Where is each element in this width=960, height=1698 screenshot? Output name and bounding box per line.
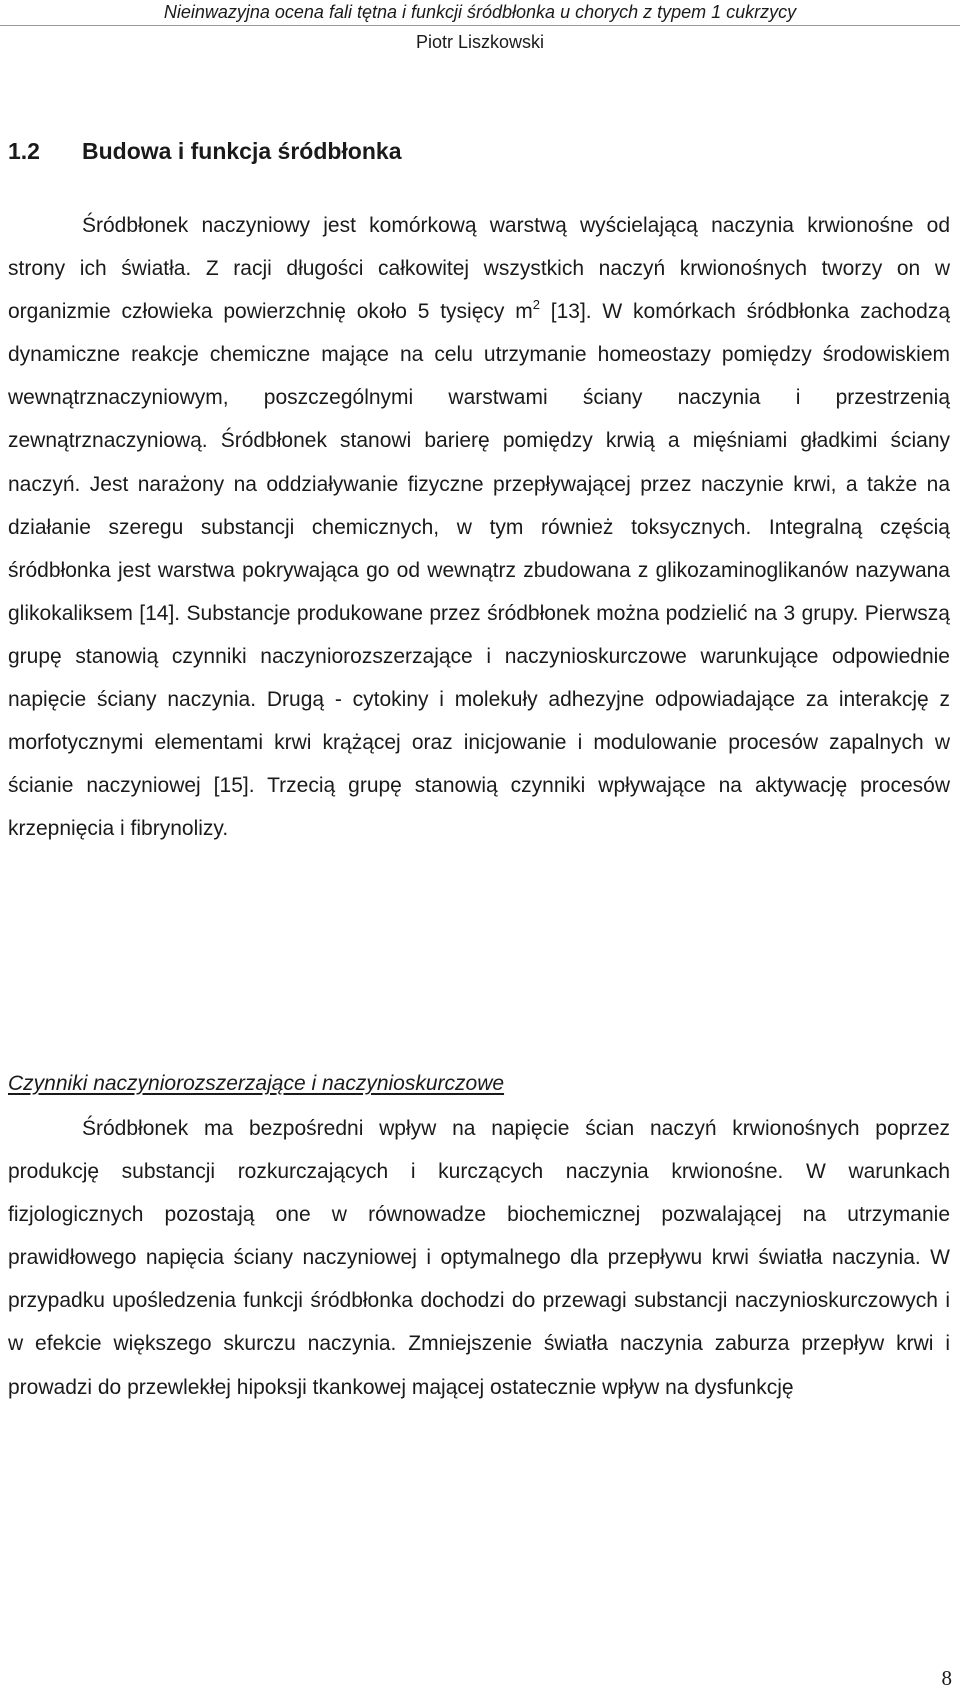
paragraph-structure-and-function [8, 204, 950, 850]
paragraph-text-part1: Śródbłonek naczyniowy jest komórkową warstwą wyścielającą naczynia krwionośne od strony ich światła. Z racji długości całkowitej wszystkich naczyń krwionośnych tworzy on w organizmie człowieka powierzchnię około 5 tysięcy m [8, 214, 950, 324]
superscript-exponent: 2 [532, 297, 540, 313]
page-number: 8 [941, 1666, 952, 1690]
paragraph-text-part2: [13]. W komórkach śródbłonka zachodzą dynamiczne reakcje chemiczne mające na celu utrzymanie homeostazy pomiędzy środowiskiem wewnątrznaczyniowym, poszczególnymi warstwami ściany naczynia i przestrzenią zewnątrznaczyniową. Śródbłonek stanowi barierę pomiędzy krwią a mięśniami gładkimi ściany naczyń. Jest narażony na oddziaływanie fizyczne przepływającej przez naczynie krwi, a także na działanie szeregu substancji chemicznych, w tym również toksycznych. Integralną częścią śródbłonka jest warstwa pokrywająca go od wewnątrz zbudowana z glikozaminoglikanów nazywana glikokaliksem [14]. Substancje produkowane przez śródbłonek można podzielić na 3 grupy. Pierwszą grupę stanowią czynniki naczyniorozszerzające i naczynioskurczowe warunkujące odpowiednie napięcie ściany naczynia. Drugą - cytokiny i molekuły adhezyjne odpowiadające za interakcję z morfotycznymi elementami krwi krążącej oraz inicjowanie i modulowanie procesów zapalnych w ścianie naczyniowej [15]. Trzecią grupę stanowią czynniki wpływające na aktywację procesów krzepnięcia i fibrynolizy. [8, 300, 950, 841]
section-number: 1.2 [8, 138, 40, 164]
subsection-heading: Czynniki naczyniorozszerzające i naczynioskurczowe [8, 1072, 505, 1095]
section-heading [8, 136, 401, 166]
header-divider [0, 25, 960, 26]
author-name: Piotr Liszkowski [415, 32, 545, 52]
paragraph-vasoactive-factors: Śródbłonek ma bezpośredni wpływ na napięcie ścian naczyń krwionośnych poprzez produkcję substancji rozkurczających i kurczących naczynia krwionośne. W warunkach fizjologicznych pozostają one w równowadze biochemicznej pozwalającej na utrzymanie prawidłowego napięcia ściany naczyniowej i optymalnego dla przepływu krwi światła naczynia. W przypadku upośledzenia funkcji śródbłonka dochodzi do przewagi substancji naczynioskurczowych i w efekcie większego skurczu naczynia. Zmniejszenie światła naczynia zaburza przepływ krwi i prowadzi do przewlekłej hipoksji tkankowej mającej ostatecznie wpływ na dysfunkcję [8, 1117, 950, 1399]
section-title: Budowa i funkcja śródbłonka [82, 138, 402, 164]
document-title: Nieinwazyjna ocena fali tętna i funkcji śródbłonka u chorych z typem 1 cukrzycy [163, 2, 797, 22]
